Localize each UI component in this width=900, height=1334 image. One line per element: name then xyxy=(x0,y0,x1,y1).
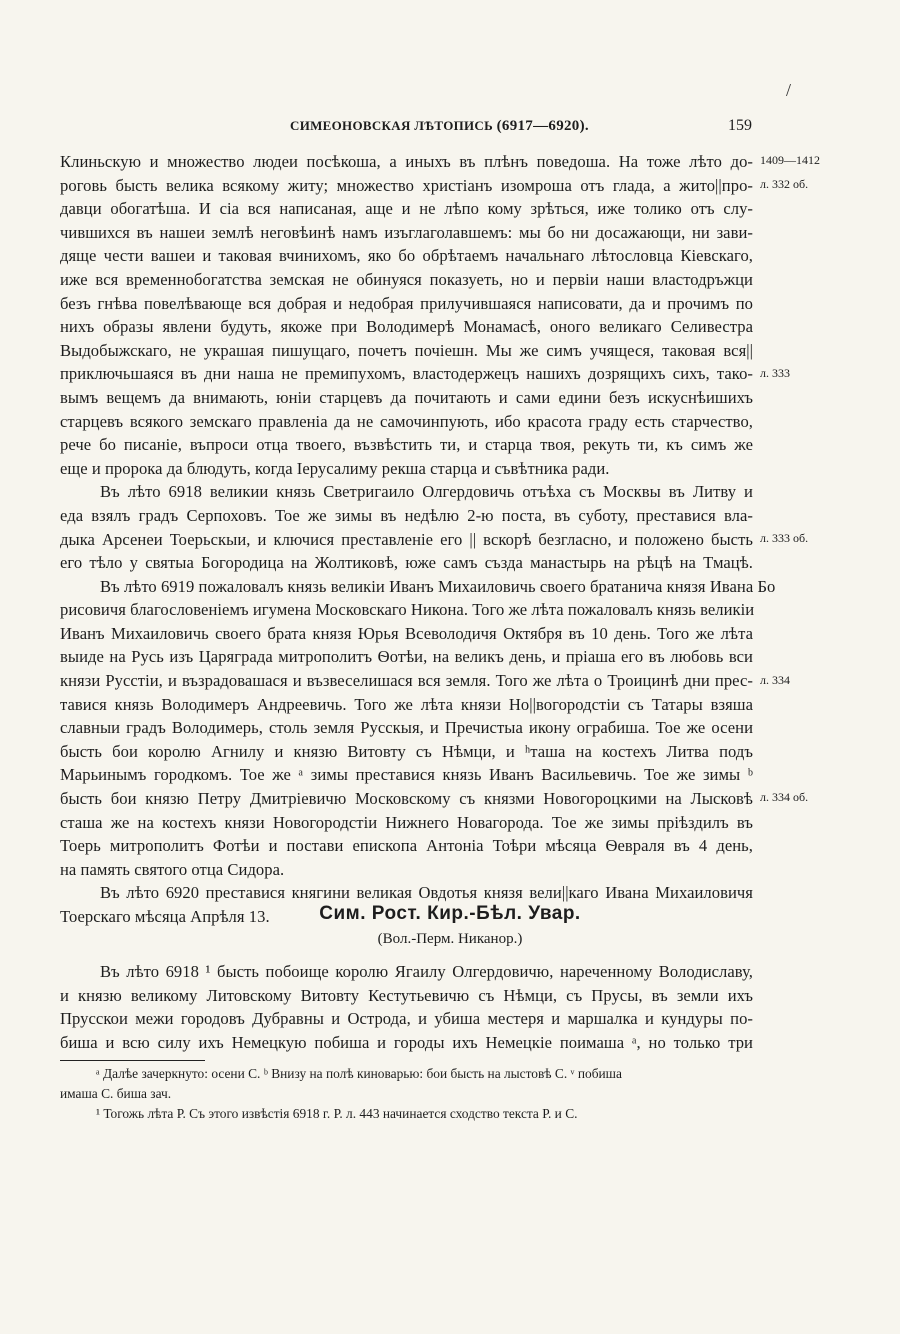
footnote-line: имаша С. биша зач. xyxy=(60,1086,172,1101)
text-line: Въ лѣто 6918 великии князь Светригаило Олгердовичь отъѣха съ Москвы въ Литву и xyxy=(100,482,753,502)
text-line: чившихся въ нашеи землѣ неговѣинѣ намъ изъглаголавшемъ: мы бо ни досажающи, ни зави- xyxy=(60,222,753,242)
text-line: Въ лѣто 6918 ¹ бысть побоище королю Ягаилу Олгердовичю, нареченному Володиславу, xyxy=(100,962,753,981)
margin-note: л. 334 об. xyxy=(760,790,809,804)
page-number: 159 xyxy=(728,117,752,134)
text-line: иже вся временнобогатства земская не обинуяся показуеть, но и первіи наши властодръжци xyxy=(60,269,753,289)
margin-note: л. 334 xyxy=(760,673,790,687)
section-text-block xyxy=(60,960,753,1054)
text-line: князи Русстіи, и възрадовашася и възвеселишася вся земля. Того же лѣта о Троицинѣ дни прес- xyxy=(60,671,753,691)
text-line: безъ гнѣва повелѣвающе вся добрая и недобрая прилучившаяся написовати, да и прочимъ по xyxy=(60,293,753,313)
text-line: рисовичя благословеніемъ игумена Московскаго Никона. Того же лѣта пожаловалъ князь великіи xyxy=(60,600,755,620)
text-line: рече бо писаніе, въпроси отца твоего, възвѣстить ти, и старца твоя, рекуть ти, къ симъ же xyxy=(60,435,753,455)
text-line: вымъ вещемъ да внимають, юніи старцевъ да почитають и сами едини безъ искуснѣишихъ xyxy=(60,387,753,407)
footnote-line: ¹ Тогожь лѣта Р. Съ этого извѣстія 6918 г. Р. л. 443 начинается сходство текста Р. и С. xyxy=(96,1106,578,1121)
text-line: приключьшаяся въ дни наша не премипухомъ, властодержецъ нашихъ дозрящихъ сихъ, тако- xyxy=(60,364,753,384)
text-line: дыка Арсенеи Тоерьскыи, и ключися преставленіе его || вскорѣ безгласно, и положено бысть xyxy=(60,529,753,549)
text-line: бысть бои королю Агнилу и князю Витовту съ Нѣмци, и ʰташа на костехъ Литва подъ xyxy=(60,741,753,761)
corner-pencil-mark: / xyxy=(786,80,792,100)
text-line: сташа же на костехъ князи Новогородстіи Нижнего Новагорода. Тое же зимы пріѣздилъ въ xyxy=(60,812,753,832)
text-line: биша и всю силу ихъ Немецкую побиша и городы ихъ Немецкіе поимаша ᵃ, но только три xyxy=(60,1032,753,1052)
text-line: Клиньскую и множество людеи посѣкоша, а иныхъ въ плѣнъ поведоша. На тоже лѣто до- xyxy=(60,152,753,171)
text-line: старцевъ всякого земскаго правленіа да не самочинпують, ибо красота граду есть старчество, xyxy=(60,411,753,431)
text-line: дяще чести вашеи и таковая вчинихомъ, яко бо обрѣтаемъ начальнаго лѣтословца Кіевскаго, xyxy=(60,246,753,266)
running-title xyxy=(290,118,589,135)
margin-note: л. 332 об. xyxy=(760,177,809,191)
year-range: (6917—6920). xyxy=(496,118,589,134)
text-line: тавися князь Володимеръ Андреевичь. Того же лѣта князи Но||вогородстіи съ Татары взяша xyxy=(60,694,753,714)
text-line: на память святого отца Сидора. xyxy=(60,859,285,879)
text-line: и князю великому Литовскому Витовту Кестутьевичю съ Нѣмци, съ Прусы, въ земли ихъ xyxy=(60,985,753,1005)
footnote-divider xyxy=(60,1060,205,1061)
text-line: Тоерскаго мѣсяца Апрѣля 13. xyxy=(60,907,270,926)
margin-note: 1409—1412 xyxy=(760,153,820,167)
footnote-line: ᵃ Далѣе зачеркнуто: осени С. ᵇ Внизу на полѣ киноварью: бои бысть на лыстовѣ С. ᵛ побиша xyxy=(96,1066,622,1081)
text-line: выиде на Русь изъ Царяграда митрополитъ Ѳотѣи, на великъ день, и пріаша его въ любовь вси xyxy=(60,647,753,667)
text-line: Выдобыжскаго, не украшая пишущаго, почетъ почіешн. Мы же симъ учящеся, таковая вся|| xyxy=(60,340,753,360)
text-line: давци обогатѣша. И сіа вся написаная, аще и не лѣпо кому зрѣться, иже толико отъ слу- xyxy=(60,199,753,219)
section-subheading: (Вол.-Перм. Никанор.) xyxy=(377,931,523,947)
text-line: роговь бысть велика всякому житу; множество христіанъ изомроша отъ глада, а жито||про- xyxy=(60,175,753,195)
text-line: Марьинымъ городкомъ. Тое же ᵃ зимы преставися князь Иванъ Васильевичь. Тое же зимы ᵇ xyxy=(60,765,753,785)
footnotes xyxy=(60,1064,753,1124)
text-line: Въ лѣто 6920 преставися княгини великая Овдотья князя вели||каго Ивана Михаиловичя xyxy=(100,883,753,903)
text-line: Тоерь митрополитъ Фотѣи и постави епископа Антоніа Тоѣри мѣсяца Ѳевраля въ 4 день, xyxy=(60,836,753,856)
text-line: бысть бои князю Петру Дмитріевичю Московскому съ князми Новогороцкими на Лысковѣ xyxy=(60,789,753,809)
margin-note: л. 333 об. xyxy=(760,531,809,545)
text-line: еще и пророка да блюдуть, когда Іерусалиму рекша старца и съвѣтника ради. xyxy=(60,458,610,478)
text-line: Прусскои межи городовъ Дубравны и Острода, и убиша местеря и маршалка и кундуры по- xyxy=(60,1009,753,1029)
text-line: Въ лѣто 6919 пожаловалъ князь великіи Иванъ Михаиловичь своего братанича князя Ивана Бо xyxy=(100,576,776,596)
text-line: его тѣло у святыа Богородица на Жолтиковѣ, юже самъ създа манастырь на рѣцѣ на Тмацѣ. xyxy=(60,553,753,573)
text-line: еда взялъ градъ Серпоховъ. Тое же зимы въ недѣлю 2-ю поста, въ суботу, преставися вла- xyxy=(60,505,753,525)
text-line: Иванъ Михаиловичь своего брата князя Юрья Всеволодичя Октября въ 10 день. Того же лѣта xyxy=(60,623,753,643)
text-line: нихъ образы явлени будуть, якоже при Володимерѣ Монамасѣ, оного великаго Селивестра xyxy=(60,317,753,337)
text-line: славныи градъ Володимерь, столь земля Русскыя, и Пречистыа икону ограбиша. Тое же осени xyxy=(60,718,753,738)
section-heading: Сим. Рост. Кир.-Бѣл. Увар. xyxy=(319,903,581,924)
running-title-text: СИМЕОНОВСКАЯ ЛѢТОПИСЬ xyxy=(290,118,494,133)
margin-note: л. 333 xyxy=(760,366,790,380)
